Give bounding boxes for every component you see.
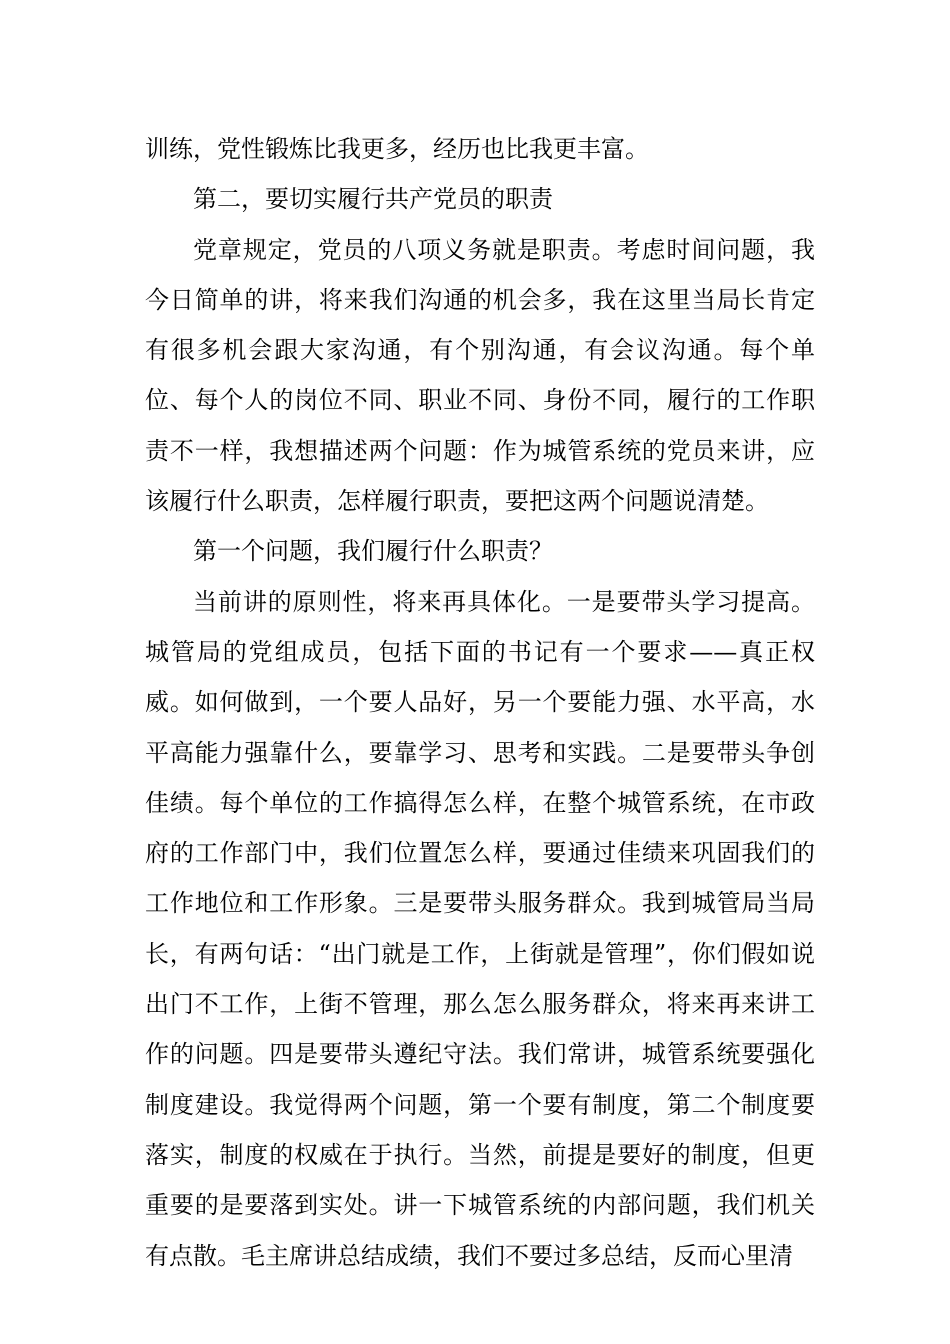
paragraph-3: 党章规定，党员的八项义务就是职责。考虑时间问题，我今日简单的讲，将来我们沟通的机会多，我在这里当局长肯定有很多机会跟大家沟通，有个别沟通，有会议沟通。每个单位、每个人的岗位不同、职业不同、身份不同，履行的工作职责不一样，我想描述两个问题：作为城管系统的党员来讲，应该履行什么职责，怎样履行职责，要把这两个问题说清楚。 xyxy=(145,235,815,516)
paragraph-1: 训练，党性锻炼比我更多，经历也比我更丰富。 xyxy=(145,135,649,163)
section-heading-2: 第二，要切实履行共产党员的职责 xyxy=(193,185,553,214)
document-body xyxy=(145,124,815,1281)
paragraph-5: 当前讲的原则性，将来再具体化。一是要带头学习提高。城管局的党组成员，包括下面的书记有一个要求——真正权威。如何做到，一个要人品好，另一个要能力强、水平高，水平高能力强靠什么，要靠学习、思考和实践。二是要带头争创佳绩。每个单位的工作搞得怎么样，在整个城管系统，在市政府的工作部门中，我们位置怎么样，要通过佳绩来巩固我们的工作地位和工作形象。三是要带头服务群众。我到城管局当局长，有两句话：“出门就是工作，上街就是管理”，你们假如说出门不工作，上街不管理，那么怎么服务群众，将来再来讲工作的问题。四是要带头遵纪守法。我们常讲，城管系统要强化制度建设。我觉得两个问题，第一个要有制度，第二个制度要落实，制度的权威在于执行。当然，前提是要好的制度，但更重要的是要落到实处。讲一下城管系统的内部问题，我们机关有点散。毛主席讲总结成绩，我们不要过多总结，反而心里清 xyxy=(145,587,815,1270)
question-heading-1: 第一个问题，我们履行什么职责？ xyxy=(193,537,553,566)
